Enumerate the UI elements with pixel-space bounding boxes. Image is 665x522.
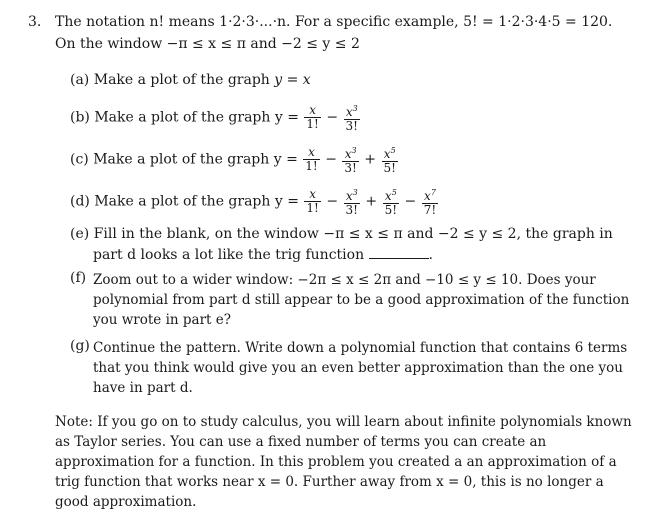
problem-number: 3. xyxy=(28,14,42,30)
part-b-text: Make a plot of the graph y = xyxy=(94,109,299,126)
window-statement: On the window −π ≤ x ≤ π and −2 ≤ y ≤ 2 xyxy=(55,36,360,52)
term-x-over-1: $\frac{x}{1!}$ xyxy=(305,145,318,173)
part-b-label: (b) xyxy=(70,109,90,126)
part-a-text: Make a plot of the graph xyxy=(93,72,270,88)
part-b: (b) Make a plot of the graph y = $\frac{x}{1!}$ − $\frac{x^3}{3!}$ xyxy=(70,103,358,133)
term-x-over-1: $\frac{x}{1!}$ xyxy=(306,187,319,215)
part-f-label: (f) xyxy=(70,270,87,286)
part-c-label: (c) xyxy=(70,151,89,168)
term-x5-over-5: $\frac{x^5}{5!}$ xyxy=(383,146,396,175)
part-g-text: Continue the pattern. Write down a polynomial function that contains 6 terms that you think would give you an even better approximation than the one you have in part d. xyxy=(93,340,628,396)
term-x5-over-5: $\frac{x^5}{5!}$ xyxy=(384,188,398,217)
part-f-text: Zoom out to a wider window: −2π ≤ x ≤ 2π and −10 ≤ y ≤ 10. Does your polynomial from part d still appear to be a good approximation of the function you wrote in part e? xyxy=(93,272,630,328)
part-a xyxy=(70,72,311,88)
note-paragraph: Note: If you go on to study calculus, you will learn about infinite polynomials known as Taylor series. You can use a fixed number of terms you can create an approximation for a function. In this problem you created a an approximation of a trig function that works near x = 0. Further away from x = 0, this is no longer a good approximation. xyxy=(55,414,632,510)
part-e-line1: Fill in the blank, on the window −π ≤ x ≤ π and −2 ≤ y ≤ 2, the graph in xyxy=(93,226,613,242)
problem-intro: The notation n! means 1·2·3·...·n. For a specific example, 5! = 1·2·3·4·5 = 120. xyxy=(55,14,613,30)
part-e-line2: part d looks a lot like the trig function xyxy=(93,247,365,263)
part-d-text: Make a plot of the graph y = xyxy=(94,193,299,210)
term-x7-over-7: $\frac{x^7}{7!}$ xyxy=(423,188,437,217)
answer-blank[interactable] xyxy=(369,246,429,259)
part-d-label: (d) xyxy=(70,193,90,210)
part-c-text: Make a plot of the graph y = xyxy=(93,151,298,168)
part-c: (c) Make a plot of the graph y = $\frac{x}{1!}$ − $\frac{x^3}{3!}$ + $\frac{x^5}{5!}$ xyxy=(70,145,396,175)
part-a-label: (a) xyxy=(70,72,90,88)
part-e-label: (e) xyxy=(70,226,90,242)
part-d: (d) Make a plot of the graph y = $\frac{x}{1!}$ − $\frac{x^3}{3!}$ + $\frac{x^5}{5!}$ − $\frac{x^7}{7!}$ xyxy=(70,187,437,217)
term-x3-over-3: $\frac{x^3}{3!}$ xyxy=(345,188,358,217)
term-x3-over-3: $\frac{x^3}{3!}$ xyxy=(345,104,358,133)
term-x3-over-3: $\frac{x^3}{3!}$ xyxy=(344,146,357,175)
part-e-continued: part d looks a lot like the trig function . xyxy=(93,247,433,263)
term-x-over-1: $\frac{x}{1!}$ xyxy=(306,103,319,131)
part-e xyxy=(70,226,613,242)
part-a-equation: y = x xyxy=(274,72,311,88)
part-g-label: (g) xyxy=(70,338,90,354)
